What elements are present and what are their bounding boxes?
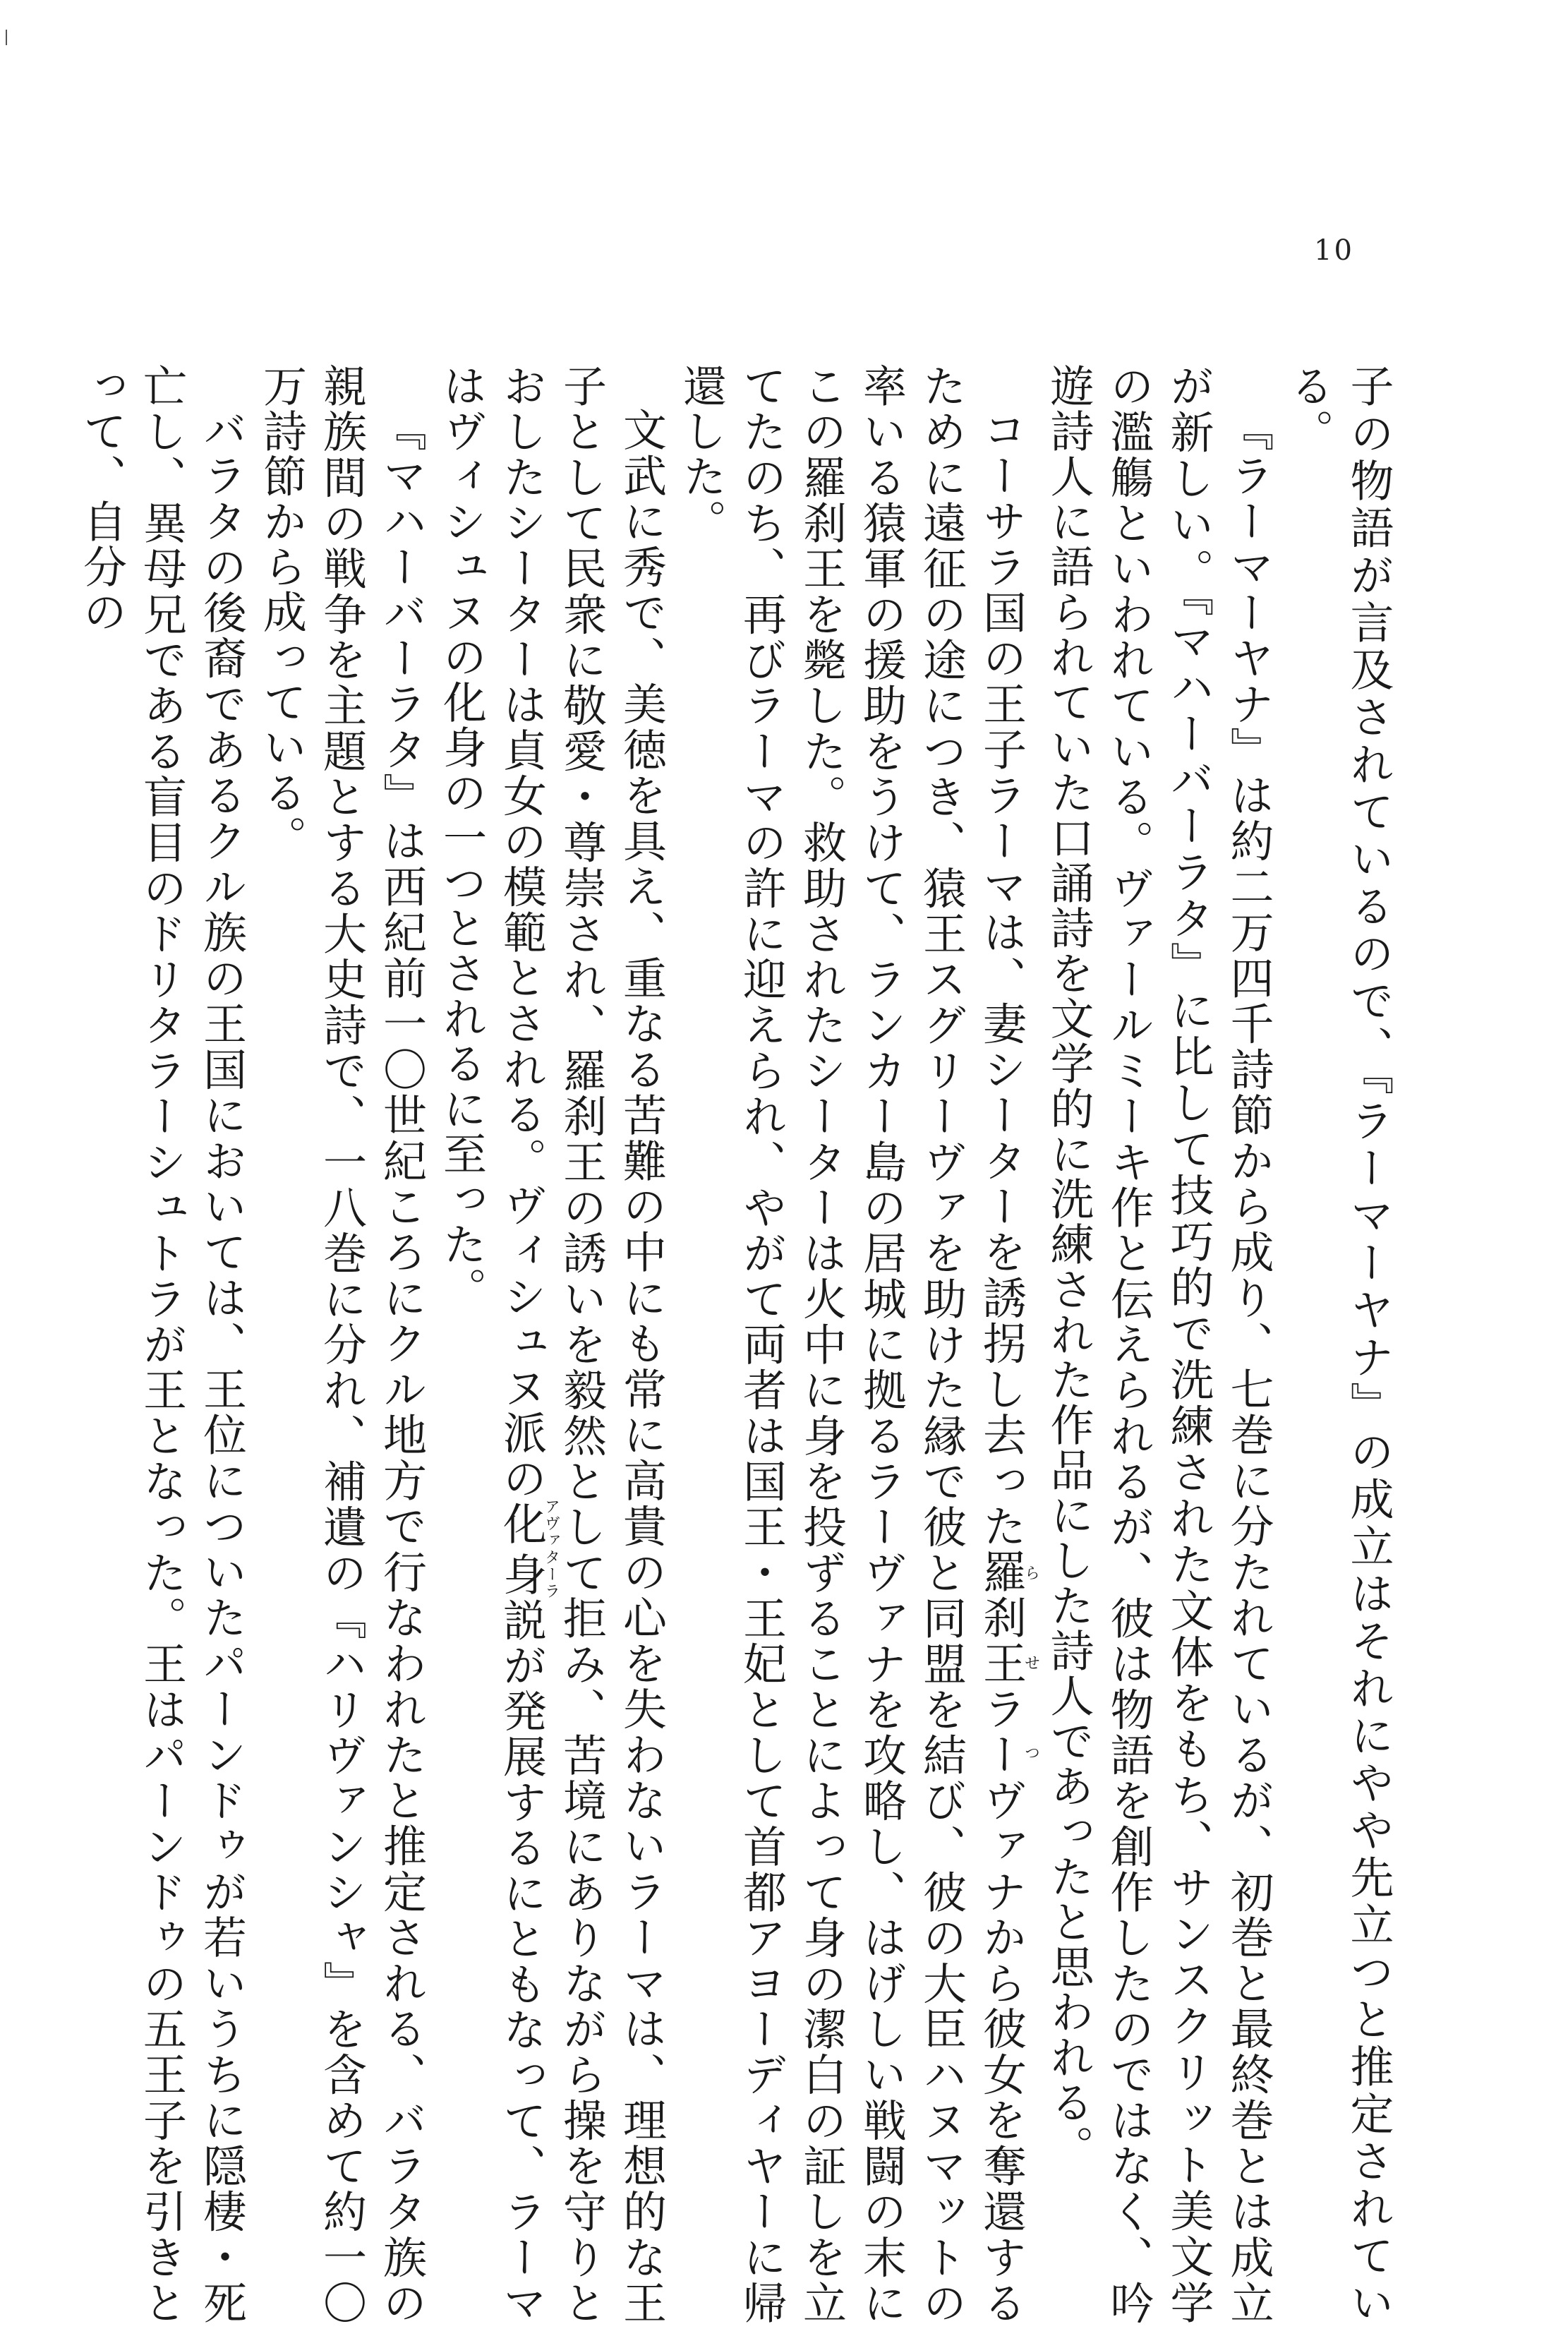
margin-mark: [6, 30, 7, 45]
paragraph-4-text-a: 文武に秀で、美徳を具え、重なる苦難の中にも常に高貴の心を失わないラーマは、理想的な王子として民衆に敬愛・尊崇され、羅刹王の誘いを毅然として拒み、苦境にありながら操を守りとおしたシーターは貞女の模範とされる。ヴィシュヌ派の: [495, 363, 668, 2326]
paragraph-3-text-a: コーサラ国の王子ラーマは、妻シーターを誘拐し去った: [975, 407, 1027, 1550]
paragraph-4-text-b: 説が発展するにともなって、ラーマはヴィシュヌの化身の一つとされるに至った。: [435, 363, 548, 2326]
keshin-reading: アヴァターラ: [542, 1498, 560, 1601]
rasetsu-reading: らせつ: [1022, 1549, 1040, 1778]
rasetsu-base: 羅刹王ラー: [975, 1549, 1027, 1778]
paragraph-3-text-b: ヴァナから彼女を奪還するために遠征の途につき、猿王スグリーヴァを助けた縁で彼と同盟を結び、彼の大臣ハヌマットの率いる猿軍の援助をうけて、ランカー島の居城に拠るラーヴァナを攻略し、はげしい戦闘の末にこの羅刹王を斃した。救助されたシーターは火中に身を投ずることによって身の潔白の証しを立てたのち、再びラーマの許に迎えられ、やがて両者は国王・王妃として首都アヨーディヤーに帰還した。: [675, 363, 1027, 2326]
paragraph-6: バラタの後裔であるクル族の王国においては、王位についたパーンドゥが若いうちに隠棲・死亡し、異母兄である盲目のドリタラーシュトラが王となった。王はパーンドゥの五王子を引きとって、自分の: [76, 363, 248, 2325]
keshin-base: 化身: [495, 1498, 548, 1601]
paragraph-5: 『マハーバーラタ』は西紀前一〇世紀ころにクル地方で行なわれたと推定される、バラタ族の親族間の戦争を主題とする大史詩で、一八巻に分れ、補遺の『ハリヴァンシャ』を含めて約一〇万詩節から成っている。: [255, 363, 428, 2325]
paragraph-4: [432, 363, 672, 2325]
body-text: [72, 363, 1399, 2325]
page-number: 10: [1314, 234, 1354, 267]
keshin-ruby: [495, 1498, 560, 1601]
paragraph-3: [672, 363, 1039, 2325]
rasetsu-ruby: [975, 1549, 1040, 1778]
paragraph-2: 『ラーマーヤナ』は約二万四千詩節から成り、七巻に分たれているが、初巻と最終巻とは成立が新しい。『マハーバーラタ』に比して技巧的で洗練された文体をもち、サンスクリット美文学の濫觴といわれている。ヴァールミーキ作と伝えられるが、彼は物語を創作したのではなく、吟遊詩人に語られていた口誦詩を文学的に洗練された作品にした詩人であったと思われる。: [1043, 363, 1274, 2325]
paragraph-1: 子の物語が言及されているので、『ラーマーヤナ』の成立はそれにやや先立つと推定されている。: [1283, 363, 1394, 2325]
